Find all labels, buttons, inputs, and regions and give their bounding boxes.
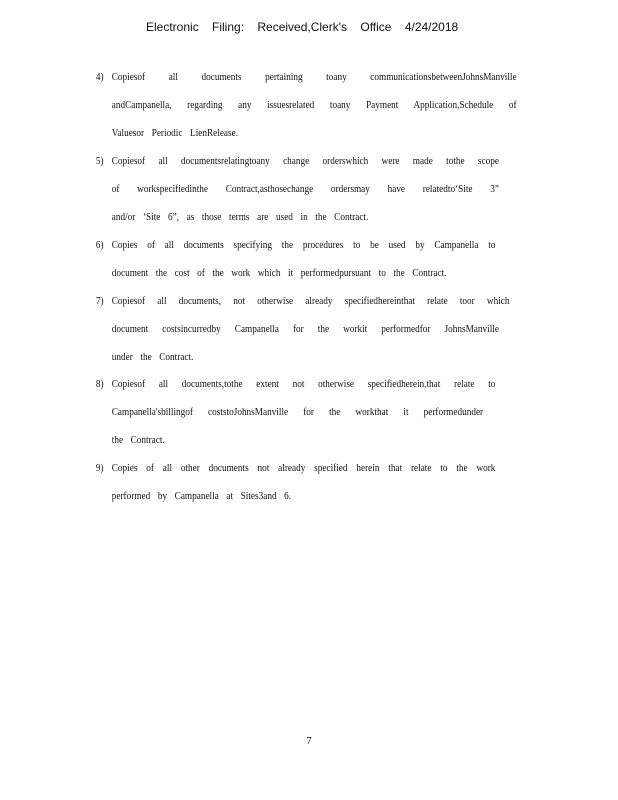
item-number: 8)	[95, 379, 104, 390]
item-line: Copies of all documents specifying the procedures to be used by Campanella to	[111, 240, 496, 251]
item-line: Valuesor Periodic LienRelease.	[111, 128, 239, 139]
item-line: andCampanella, regarding any issuesrelated toany Payment Application,Schedule of	[111, 100, 517, 111]
list-item	[0, 296, 544, 366]
item-number: 6)	[95, 240, 104, 251]
item-line: Copiesof all documents pertaining toany communicationsbetweenJohnsManville	[111, 72, 517, 83]
item-line: Copiesof all documentsrelatingtoany change orderswhich were made tothe scope	[111, 156, 499, 167]
page-number: 7	[306, 735, 312, 747]
list-item	[0, 463, 544, 507]
item-number: 7)	[95, 296, 104, 307]
item-line: document the cost of the work which it performedpursuant to the Contract.	[111, 268, 447, 279]
item-number: 4)	[95, 72, 104, 83]
list-item	[0, 240, 544, 284]
item-line: Copiesof all documents,tothe extent not otherwise specifiedherein,that relate to	[111, 379, 496, 390]
item-line: performed by Campanella at Sites3and 6.	[111, 491, 292, 502]
item-line: document costsincurredby Campanella for the workit performedfor JohnsManville	[111, 324, 499, 335]
item-line: Copies of all other documents not already specified herein that relate to the work	[111, 463, 496, 474]
list-item	[0, 379, 544, 449]
list-item	[0, 72, 544, 142]
item-line: and/or ‘Site 6”, as those terms are used in the Contract.	[111, 212, 369, 223]
item-number: 9)	[95, 463, 104, 474]
item-line: of workspecifiedinthe Contract,asthosechange ordersmay have relatedto‘Site 3”	[111, 184, 499, 195]
item-line: the Contract.	[111, 435, 165, 446]
item-line: Campanella'sbillingof coststoJohnsManville for the workthat it performedunder	[111, 407, 484, 418]
list-item	[0, 156, 544, 226]
filing-header: Electronic Filing: Received,Clerk's Office 4/24/2018	[146, 20, 459, 34]
item-line: under the Contract.	[111, 352, 194, 363]
item-line: Copiesof all documents, not otherwise already specifiedhereinthat relate toor which	[111, 296, 510, 307]
item-number: 5)	[95, 156, 104, 167]
